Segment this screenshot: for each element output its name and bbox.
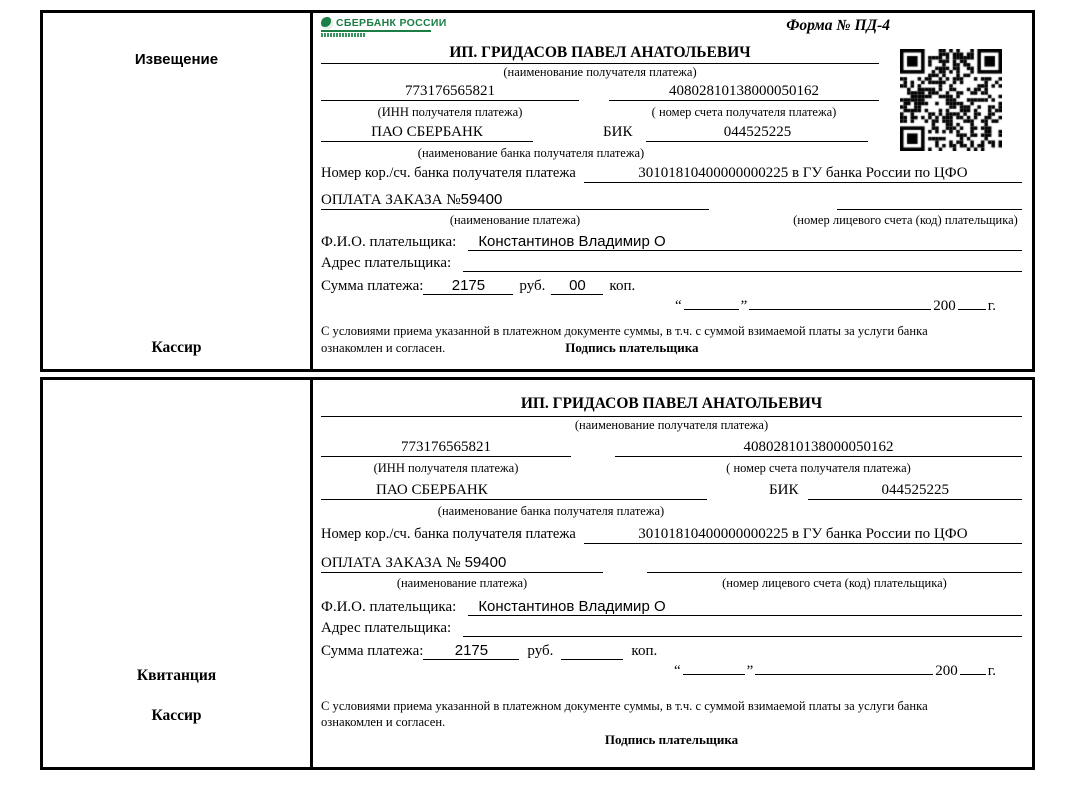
date-month-field bbox=[755, 674, 933, 675]
fio-field: Константинов Владимир О bbox=[468, 598, 1022, 616]
form-number: Форма № ПД-4 bbox=[786, 17, 890, 34]
rub-label: руб. bbox=[519, 278, 546, 294]
recipient-title: ИП. ГРИДАСОВ ПАВЕЛ АНАТОЛЬЕВИЧ bbox=[321, 43, 879, 64]
receipt-stub bbox=[43, 380, 313, 767]
date-day-field bbox=[684, 309, 739, 310]
bank-hint: (наименование банка получателя платежа) bbox=[437, 504, 665, 518]
order-number: 59400 bbox=[464, 554, 507, 571]
bik-field: 044525225 bbox=[808, 482, 1022, 500]
account-hint: ( номер счета получателя платежа) bbox=[651, 105, 837, 119]
year-suffix: г. bbox=[987, 298, 996, 314]
corr-field: 30101810400000000225 в ГУ банка России по ЦФО bbox=[584, 165, 1022, 183]
date-year-field bbox=[958, 309, 986, 310]
bik-label: БИК bbox=[769, 482, 799, 498]
inn-hint: (ИНН получателя платежа) bbox=[377, 105, 523, 119]
cashier-label: Кассир bbox=[151, 707, 202, 724]
recipient-hint: (наименование получателя платежа) bbox=[503, 65, 697, 79]
year-prefix: 200 bbox=[933, 298, 956, 314]
bik-label: БИК bbox=[603, 124, 633, 140]
year-prefix: 200 bbox=[935, 663, 958, 679]
date-day-field bbox=[683, 674, 745, 675]
corr-label: Номер кор./сч. банка получателя платежа bbox=[321, 526, 576, 542]
recipient-title: ИП. ГРИДАСОВ ПАВЕЛ АНАТОЛЬЕВИЧ bbox=[321, 394, 1022, 417]
purpose-field bbox=[321, 554, 603, 573]
sum-rub-field: 2175 bbox=[423, 277, 513, 295]
bik-field: 044525225 bbox=[646, 124, 868, 142]
sum-kop-field bbox=[561, 642, 623, 660]
personal-account-field bbox=[647, 555, 1022, 573]
corr-field: 30101810400000000225 в ГУ банка России по ЦФО bbox=[584, 526, 1022, 544]
recipient-hint: (наименование получателя платежа) bbox=[574, 418, 769, 432]
personal-account-field bbox=[837, 192, 1022, 210]
close-quote: ” bbox=[740, 298, 748, 314]
bank-field: ПАО СБЕРБАНК bbox=[321, 482, 707, 500]
kop-label: коп. bbox=[631, 643, 658, 659]
notice-form-area bbox=[313, 13, 1032, 369]
date-year-field bbox=[960, 674, 986, 675]
purpose-field bbox=[321, 191, 709, 210]
address-label: Адрес плательщика: bbox=[321, 620, 452, 636]
fio-field: Константинов Владимир О bbox=[468, 233, 1022, 251]
sberbank-logo-tagline bbox=[321, 33, 365, 37]
open-quote: “ bbox=[673, 663, 681, 679]
address-field bbox=[463, 254, 1022, 272]
account-field: 40802810138000050162 bbox=[615, 439, 1022, 457]
inn-field: 773176565821 bbox=[321, 83, 579, 101]
sum-label: Сумма платежа: bbox=[321, 643, 424, 659]
notice-section bbox=[40, 10, 1035, 372]
bank-hint: (наименование банка получателя платежа) bbox=[417, 146, 645, 160]
notice-label: Извещение bbox=[134, 51, 219, 68]
open-quote: “ bbox=[674, 298, 682, 314]
terms-text-line1: С условиями приема указанной в платежном документе суммы, в т.ч. с суммой взимаемой платы за услуги банка bbox=[321, 324, 928, 338]
purpose-hint: (наименование платежа) bbox=[449, 213, 581, 227]
notice-stub bbox=[43, 13, 313, 369]
sberbank-logo bbox=[321, 17, 447, 37]
personal-account-hint: (номер лицевого счета (код) плательщика) bbox=[722, 576, 947, 590]
date-month-field bbox=[749, 309, 931, 310]
order-number: 59400 bbox=[460, 191, 503, 208]
terms-text-line2: ознакомлен и согласен. bbox=[321, 714, 446, 729]
inn-hint: (ИНН получателя платежа) bbox=[373, 461, 519, 475]
sum-rub-field: 2175 bbox=[423, 642, 519, 660]
terms-text-line2: ознакомлен и согласен. bbox=[321, 340, 446, 355]
sum-kop-field: 00 bbox=[551, 277, 603, 295]
sberbank-logo-icon bbox=[321, 17, 333, 29]
close-quote: ” bbox=[746, 663, 754, 679]
sum-label: Сумма платежа: bbox=[321, 278, 424, 294]
rub-label: руб. bbox=[527, 643, 554, 659]
qr-code bbox=[900, 49, 1002, 151]
year-suffix: г. bbox=[987, 663, 996, 679]
cashier-label: Кассир bbox=[151, 339, 202, 356]
terms-text-line1: С условиями приема указанной в платежном документе суммы, в т.ч. с суммой взимаемой платы за услуги банка bbox=[321, 699, 928, 713]
account-field: 40802810138000050162 bbox=[609, 83, 879, 101]
inn-field: 773176565821 bbox=[321, 439, 571, 457]
purpose-label: ОПЛАТА ЗАКАЗА № bbox=[321, 555, 461, 571]
sberbank-logo-text: СБЕРБАНК РОССИИ bbox=[336, 17, 447, 29]
payer-signature-label: Подпись плательщика bbox=[565, 339, 699, 355]
personal-account-hint: (номер лицевого счета (код) плательщика) bbox=[793, 213, 1018, 227]
bank-field: ПАО СБЕРБАНК bbox=[321, 124, 533, 142]
fio-label: Ф.И.О. плательщика: bbox=[321, 234, 457, 250]
address-label: Адрес плательщика: bbox=[321, 255, 452, 271]
kop-label: коп. bbox=[609, 278, 636, 294]
purpose-label: ОПЛАТА ЗАКАЗА № bbox=[321, 192, 461, 208]
receipt-form-area bbox=[313, 380, 1032, 767]
fio-label: Ф.И.О. плательщика: bbox=[321, 599, 457, 615]
receipt-label: Квитанция bbox=[136, 667, 217, 684]
corr-label: Номер кор./сч. банка получателя платежа bbox=[321, 165, 576, 181]
purpose-hint: (наименование платежа) bbox=[396, 576, 528, 590]
account-hint: ( номер счета получателя платежа) bbox=[726, 461, 911, 475]
payer-signature-label: Подпись плательщика bbox=[604, 732, 739, 747]
address-field bbox=[463, 619, 1022, 637]
receipt-section bbox=[40, 377, 1035, 770]
